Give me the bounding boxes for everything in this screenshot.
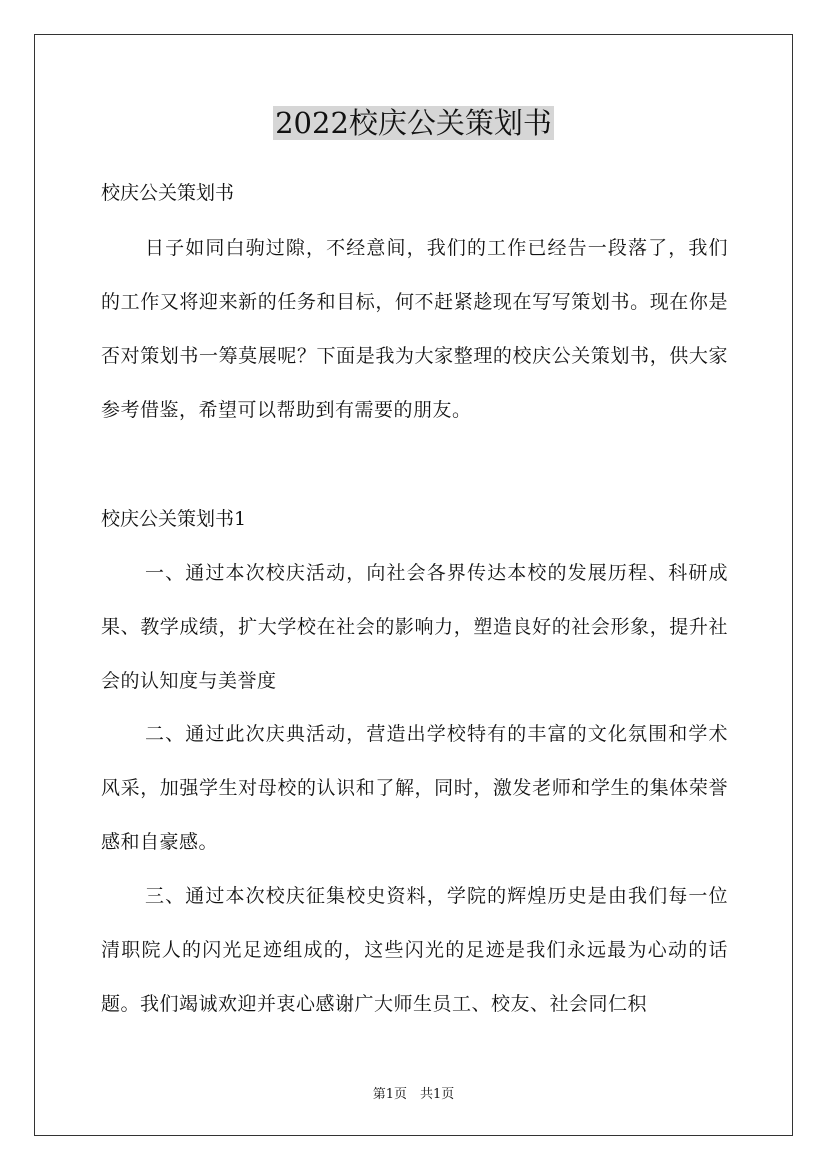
body-paragraph-2: 二、通过此次庆典活动，营造出学校特有的丰富的文化氛围和学术风采，加强学生对母校的认识和了解，同时，激发老师和学生的集体荣誉感和自豪感。 [101, 723, 728, 853]
section-heading: 校庆公关策划书1 [101, 508, 247, 530]
intro-paragraph: 日子如同白驹过隙，不经意间，我们的工作已经告一段落了，我们的工作又将迎来新的任务和目标，何不赶紧趁现在写写策划书。现在你是否对策划书一筹莫展呢？下面是我为大家整理的校庆公关策划书，供大家参考借鉴，希望可以帮助到有需要的朋友。 [101, 237, 728, 421]
body-paragraph-3: 三、通过本次校庆征集校史资料，学院的辉煌历史是由我们每一位清职院人的闪光足迹组成的，这些闪光的足迹是我们永远最为心动的话题。我们竭诚欢迎并衷心感谢广大师生员工、校友、社会同仁积 [101, 885, 728, 1015]
document-title [0, 103, 827, 143]
body-paragraph-1: 一、通过本次校庆活动，向社会各界传达本校的发展历程、科研成果、教学成绩，扩大学校在社会的影响力，塑造良好的社会形象，提升社会的认知度与美誉度 [101, 562, 728, 692]
document-title-text: 2022校庆公关策划书 [275, 106, 552, 140]
intro-heading: 校庆公关策划书 [101, 182, 235, 204]
page-footer: 第1页 共1页 [372, 1087, 455, 1102]
